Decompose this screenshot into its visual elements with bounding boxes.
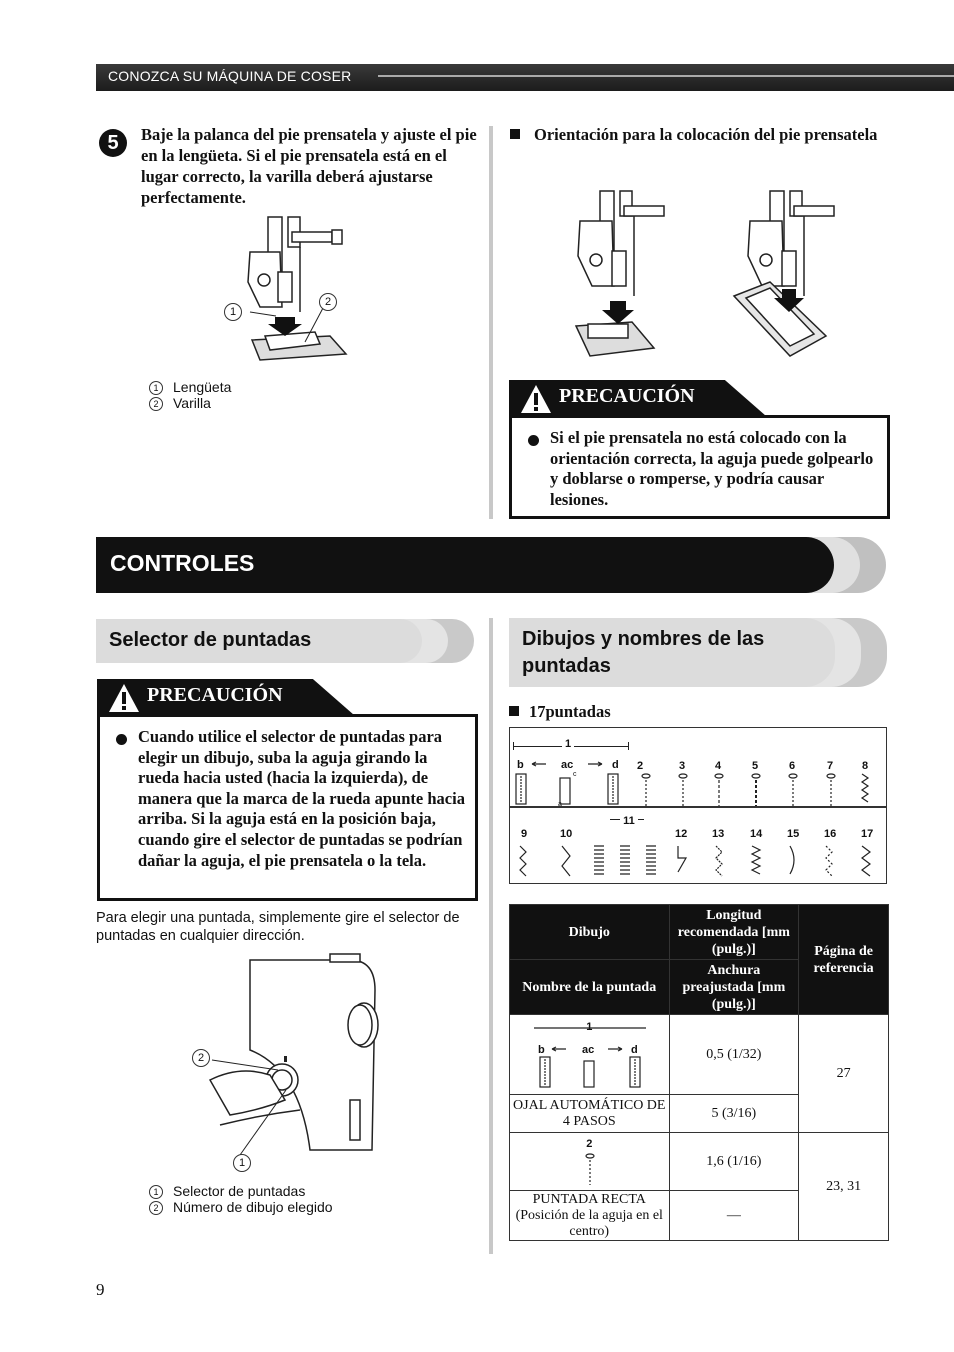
width-cell: 5 (3/16) <box>669 1095 799 1133</box>
col-header-dibujo: Dibujo <box>510 905 670 960</box>
caution-text: Cuando utilice el selector de puntadas para elegir un dibujo, suba la aguja girando la rueda hacia usted (hacia la izquierda), de manera que la marca de la rueda apunte hacia arriba. Si la aguja está en la posición baja, cuando gire el selector de puntadas se podrían dañar la aguja, el pie prensatela o la tela. <box>138 727 465 870</box>
pattern-number: 5 <box>752 760 759 772</box>
table-row <box>510 1133 889 1191</box>
col-header-nombre: Nombre de la puntada <box>510 960 670 1015</box>
warning-triangle-icon <box>519 383 553 415</box>
caution-box <box>97 714 478 901</box>
table-row <box>510 1015 889 1095</box>
pattern-number: 2 <box>637 760 644 772</box>
stitch-name-cell: PUNTADA RECTA (Posición de la aguja en el centro) <box>510 1191 670 1241</box>
stitch-table <box>509 904 889 1241</box>
legend-item <box>149 1183 305 1199</box>
column-divider-bottom <box>489 618 493 1254</box>
caution-title: PRECAUCIÓN <box>559 385 695 407</box>
legend-num: 2 <box>149 397 163 411</box>
pattern-number: 2 <box>586 1138 593 1150</box>
legend-label: Número de dibujo elegido <box>173 1199 333 1215</box>
presser-foot-correct-illustration <box>560 186 670 366</box>
step5-text: Baje la palanca del pie prensatela y ajuste el pie en la lengüeta. Si el pie prensatela está en el lugar correcto, la varilla deberá ajustarse perfectamente. <box>141 125 477 207</box>
pattern-number: 4 <box>715 760 722 772</box>
orientation-heading-text: Orientación para la colocación del pie prensatela <box>534 125 878 144</box>
section-title: CONTROLES <box>110 550 255 576</box>
header-rule <box>378 75 954 77</box>
pattern-number-11: 11 <box>620 815 638 827</box>
pattern-chart <box>509 727 887 884</box>
callout-1: 1 <box>224 303 242 321</box>
presser-foot-lowering-illustration <box>220 212 370 382</box>
pattern-number: 16 <box>824 828 837 840</box>
pattern-glyphs <box>510 728 886 883</box>
pattern-number: 10 <box>560 828 573 840</box>
caution-label <box>509 380 766 416</box>
pattern-number: 6 <box>789 760 796 772</box>
legend-label: Selector de puntadas <box>173 1183 306 1199</box>
warning-triangle-icon <box>107 682 141 714</box>
caution-box <box>509 415 890 519</box>
running-header-text: CONOZCA SU MÁQUINA DE COSER <box>108 68 352 84</box>
col-header-longitud: Longitud recomendada [mm (pulg.)] <box>669 905 799 960</box>
subsection-bar-dibujos <box>509 618 887 687</box>
stitch-diagram-cell <box>510 1015 670 1095</box>
callout-2: 2 <box>319 293 337 311</box>
bh-letter-ac: ac <box>582 1044 595 1056</box>
selector-intro: Para elegir una puntada, simplemente gire el selector de puntadas en cualquier dirección. <box>96 910 460 944</box>
caution-text: Si el pie prensatela no está colocado con la orientación correcta, la aguja puede golpearlo y doblarse o romperse, y podría causar lesiones. <box>550 428 874 509</box>
patterns-subheading <box>509 701 611 722</box>
pattern-number: 8 <box>862 760 869 772</box>
legend-num: 1 <box>149 1185 163 1199</box>
running-header <box>96 64 954 91</box>
pattern-number: 14 <box>750 828 763 840</box>
bh-letter-ac: ac <box>561 759 574 771</box>
legend-item <box>149 379 231 395</box>
pattern-number: 1 <box>562 738 574 750</box>
col-header-pagina: Página de referencia <box>799 905 889 1015</box>
pattern-number-1: 1 <box>583 1021 595 1033</box>
page-number: 9 <box>96 1280 105 1299</box>
patterns-subheading-text: 17puntadas <box>529 702 611 721</box>
pattern-number: 3 <box>679 760 686 772</box>
width-cell: — <box>669 1191 799 1241</box>
bullet-icon <box>116 734 127 745</box>
callout-2: 2 <box>192 1049 210 1067</box>
legend-item <box>149 1199 333 1215</box>
pattern-number: 9 <box>521 828 528 840</box>
length-cell: 1,6 (1/16) <box>669 1133 799 1191</box>
step-number-badge: 5 <box>99 129 127 157</box>
legend-label: Varilla <box>173 395 211 411</box>
stitch-diagram-cell <box>510 1133 670 1191</box>
pattern-number <box>602 815 656 827</box>
legend-num: 2 <box>149 1201 163 1215</box>
callout-1: 1 <box>233 1154 251 1172</box>
bh-letter-d: d <box>612 759 619 771</box>
bh-letter-c: c <box>573 771 577 778</box>
bullet-icon <box>528 435 539 446</box>
pattern-number: 7 <box>827 760 834 772</box>
page-cell: 27 <box>799 1015 889 1133</box>
square-bullet-icon <box>510 129 520 139</box>
legend-label: Lengüeta <box>173 379 232 395</box>
bh-letter-b: b <box>517 759 524 771</box>
subsection-title: Dibujos y nombres de las puntadas <box>522 628 765 677</box>
section-bar-controles <box>96 537 886 593</box>
bh-letter-b: b <box>538 1044 545 1056</box>
stitch-name-cell: OJAL AUTOMÁTICO DE 4 PASOS <box>510 1095 670 1133</box>
col-header-anchura: Anchura preajustada [mm (pulg.)] <box>669 960 799 1015</box>
stitch-selector-illustration <box>190 950 390 1180</box>
bh-letter-a: a <box>558 801 562 808</box>
caution-label <box>97 679 354 715</box>
bh-letter-d: d <box>631 1044 638 1056</box>
length-cell: 0,5 (1/32) <box>669 1015 799 1095</box>
caution-title: PRECAUCIÓN <box>147 684 283 706</box>
pattern-number: 17 <box>861 828 874 840</box>
pattern-number: 12 <box>675 828 688 840</box>
legend-num: 1 <box>149 381 163 395</box>
subsection-title: Selector de puntadas <box>109 629 312 651</box>
orientation-heading <box>509 124 879 145</box>
buttonhole-foot-orientation-illustration <box>730 186 840 366</box>
legend-item <box>149 395 211 411</box>
buttonhole-diagram <box>530 1025 650 1093</box>
column-divider-top <box>489 126 493 519</box>
page-cell: 23, 31 <box>799 1133 889 1241</box>
straight-stitch-diagram <box>584 1153 596 1187</box>
pattern-number: 13 <box>712 828 725 840</box>
pattern-number: 15 <box>787 828 800 840</box>
subsection-bar-selector <box>96 619 474 663</box>
square-bullet-icon <box>509 706 519 716</box>
